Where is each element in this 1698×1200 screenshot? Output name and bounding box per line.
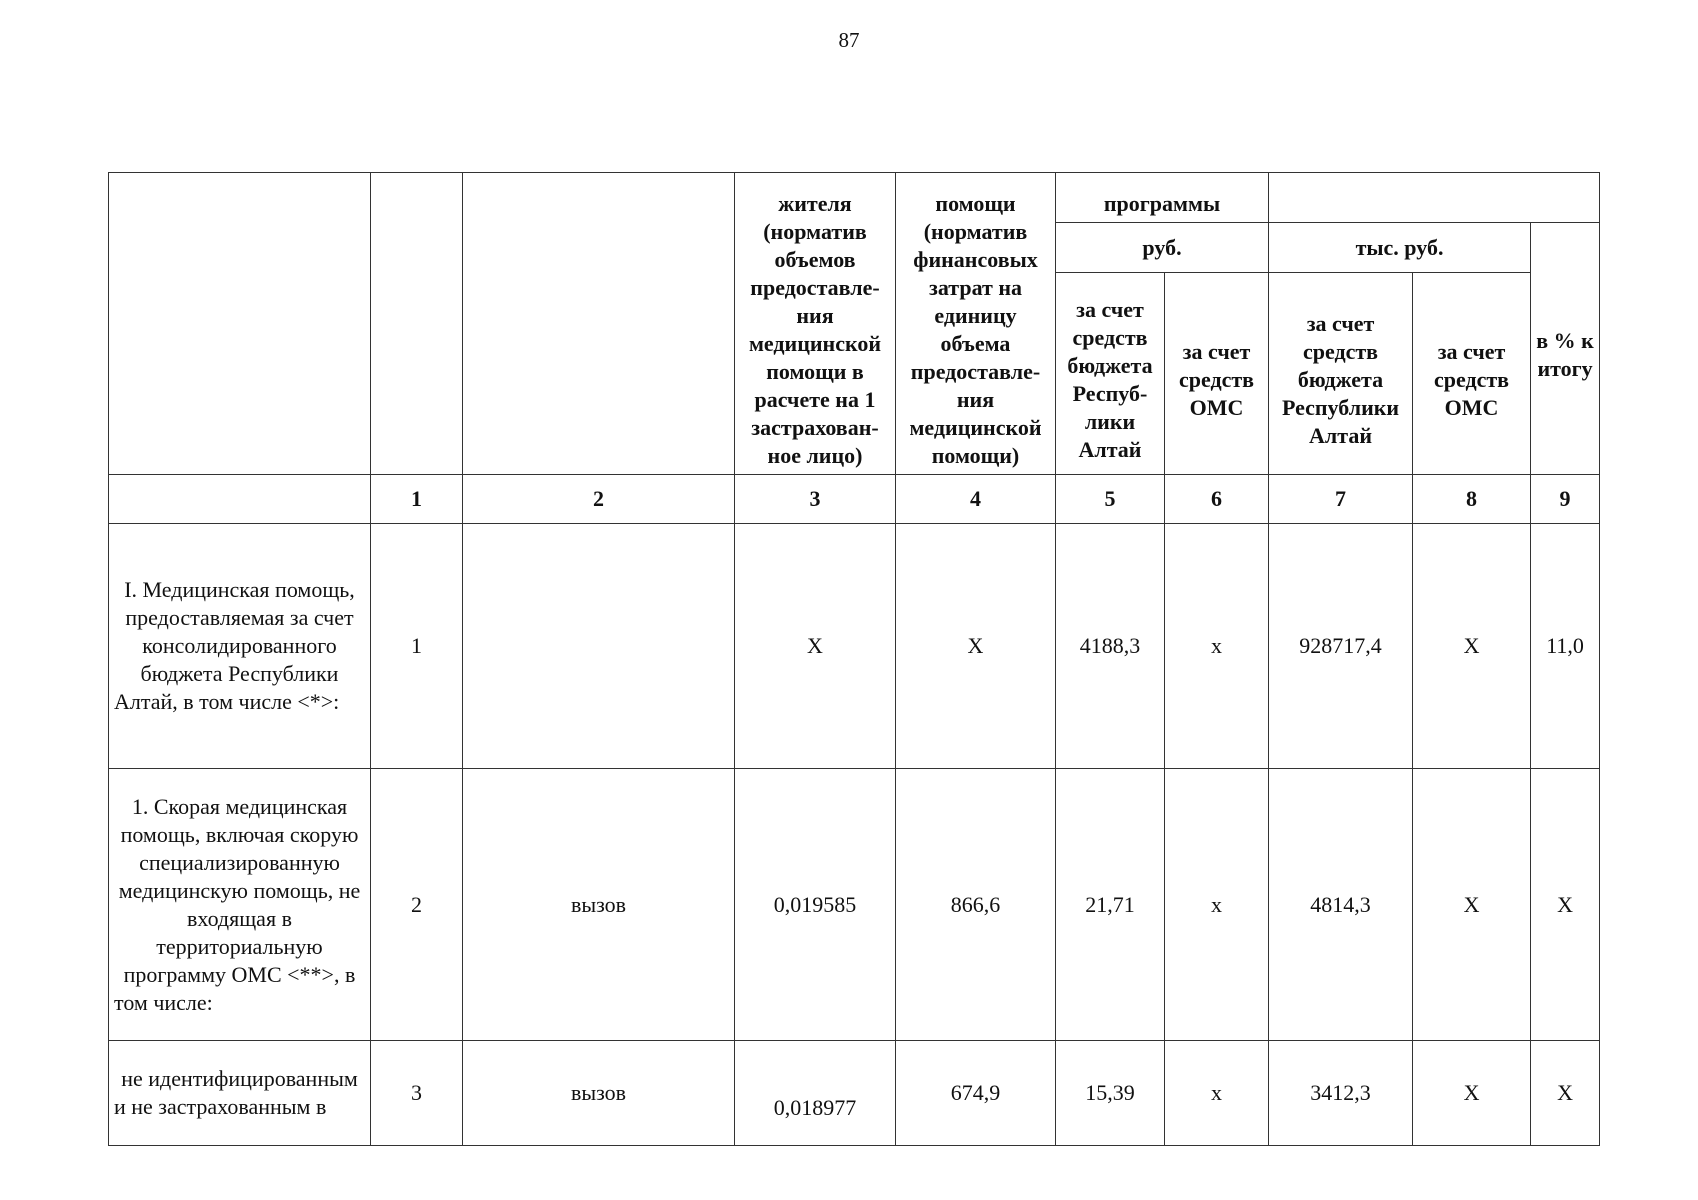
- table-row: [109, 524, 1600, 769]
- column-number: 3: [735, 475, 896, 524]
- row-cell: 11,0: [1531, 524, 1600, 769]
- header-blank-2: [463, 173, 735, 475]
- row-cell: x: [1165, 1041, 1269, 1146]
- financing-table: [108, 172, 1600, 1146]
- row-cell: 21,71: [1056, 769, 1165, 1041]
- row-cell: 866,6: [896, 769, 1056, 1041]
- row-cell: 3: [371, 1041, 463, 1146]
- row-cell: вызов: [463, 769, 735, 1041]
- header-rub: руб.: [1056, 223, 1269, 273]
- header-programmy: программы: [1056, 173, 1269, 223]
- row-cell: 0,019585: [735, 769, 896, 1041]
- header-row-1: [109, 173, 1600, 223]
- row-cell: 15,39: [1056, 1041, 1165, 1146]
- header-blank-top-right: [1269, 173, 1600, 223]
- row-cell: X: [735, 524, 896, 769]
- row-cell: X: [1413, 769, 1531, 1041]
- page-number: 87: [838, 28, 860, 52]
- header-col6: за счет средств ОМС: [1165, 273, 1269, 475]
- header-col5: за счет средств бюджета Респуб-лики Алтай: [1056, 273, 1165, 475]
- column-number: 6: [1165, 475, 1269, 524]
- row-cell: 928717,4: [1269, 524, 1413, 769]
- column-number: 1: [371, 475, 463, 524]
- header-tys-rub: тыс. руб.: [1269, 223, 1531, 273]
- row-cell: X: [1413, 1041, 1531, 1146]
- column-number: 4: [896, 475, 1056, 524]
- row-cell: x: [1165, 524, 1269, 769]
- header-blank-label: [109, 173, 371, 475]
- column-number: 9: [1531, 475, 1600, 524]
- row-cell: X: [1531, 1041, 1600, 1146]
- row-cell: 4188,3: [1056, 524, 1165, 769]
- column-number-blank: [109, 475, 371, 524]
- table-row: [109, 769, 1600, 1041]
- row-cell: 4814,3: [1269, 769, 1413, 1041]
- header-col9: в % к итогу: [1531, 223, 1600, 475]
- header-col8: за счет средств ОМС: [1413, 273, 1531, 475]
- row-cell: 2: [371, 769, 463, 1041]
- header-col3: жителя (норматив объемов предоставле-ния медицинской помощи в расчете на 1 застрахован-ное лицо): [735, 173, 896, 475]
- row-label: не идентифицированным и не застрахованным в: [109, 1041, 371, 1146]
- row-cell: X: [896, 524, 1056, 769]
- column-number: 2: [463, 475, 735, 524]
- row-cell: X: [1413, 524, 1531, 769]
- row-label: I. Медицинская помощь, предоставляемая за счет консолидированного бюджета Республики Алтай, в том числе <*>:: [109, 524, 371, 769]
- table-row: [109, 1041, 1600, 1146]
- column-number-row: [109, 475, 1600, 524]
- column-number: 8: [1413, 475, 1531, 524]
- row-cell: 3412,3: [1269, 1041, 1413, 1146]
- row-cell: 0,018977: [735, 1041, 896, 1146]
- row-cell: вызов: [463, 1041, 735, 1146]
- row-label: 1. Скорая медицинская помощь, включая скорую специализированную медицинскую помощь, не входящая в территориальную программу ОМС <**>, в том числе:: [109, 769, 371, 1041]
- header-blank-1: [371, 173, 463, 475]
- row-cell: 674,9: [896, 1041, 1056, 1146]
- header-col4: помощи (норматив финансовых затрат на единицу объема предоставле-ния медицинской помощи): [896, 173, 1056, 475]
- header-col7: за счет средств бюджета Республики Алтай: [1269, 273, 1413, 475]
- column-number: 7: [1269, 475, 1413, 524]
- row-cell: x: [1165, 769, 1269, 1041]
- column-number: 5: [1056, 475, 1165, 524]
- row-cell: X: [1531, 769, 1600, 1041]
- row-cell: 1: [371, 524, 463, 769]
- row-cell: [463, 524, 735, 769]
